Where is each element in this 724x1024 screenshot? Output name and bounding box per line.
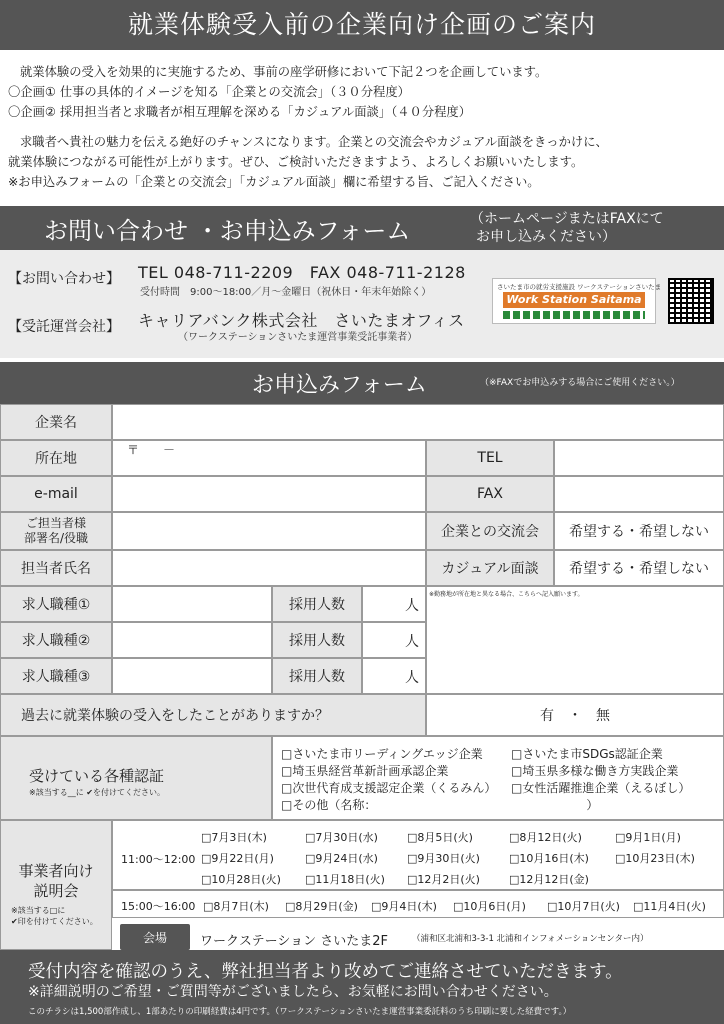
inquiry-label: 【お問い合わせ】 bbox=[8, 271, 120, 287]
operator-note: （ワークステーションさいたま運営事業受託事業者） bbox=[178, 332, 418, 343]
cert-options bbox=[272, 736, 724, 820]
date-checkbox[interactable]: □7月3日(木) bbox=[201, 831, 267, 844]
casual-choice[interactable]: 希望する・希望しない bbox=[554, 550, 724, 586]
operator-name: キャリアバンク株式会社 さいたまオフィス bbox=[138, 311, 465, 330]
footer-print-note: このチラシは1,500部作成し、1部あたりの印刷経費は4円です。（ワークステーションさいたま運営事業委託料のうち印刷に要した経費です。） bbox=[28, 1007, 572, 1017]
date-checkbox[interactable]: □8月7日(木) bbox=[203, 900, 269, 913]
date-checkbox[interactable]: □10月23日(木) bbox=[615, 852, 695, 865]
cert-checkbox[interactable]: □さいたま市SDGs認証企業 bbox=[511, 747, 663, 761]
cert-note: ※該当する__に ✔を付けてください。 bbox=[29, 788, 165, 797]
afternoon-sessions bbox=[112, 890, 724, 918]
briefing-title-line: 説明会 bbox=[33, 882, 79, 900]
email-label: e-mail bbox=[0, 476, 112, 512]
operator-label: 【受託運営会社】 bbox=[8, 319, 120, 335]
logo-caption: さいたま市の就労支援施設 ワークステーションさいたま bbox=[497, 283, 662, 291]
afternoon-time: 15:00～16:00 bbox=[121, 900, 196, 913]
form-header bbox=[0, 362, 724, 404]
date-checkbox[interactable]: □12月12日(金) bbox=[509, 873, 589, 886]
company-name-field[interactable] bbox=[112, 404, 724, 440]
date-checkbox[interactable]: □9月22日(月) bbox=[201, 852, 274, 865]
intro-paragraph-line: 就業体験につながる可能性が上がります。ぜひ、ご検討いただきますよう、よろしくお願いいたします。 bbox=[8, 155, 584, 169]
date-checkbox[interactable]: □7月30日(水) bbox=[305, 831, 378, 844]
intro-note: ※お申込みフォームの「企業との交流会」「カジュアル面談」欄に希望する旨、ご記入ください。 bbox=[8, 175, 540, 189]
cert-checkbox[interactable]: □埼玉県多様な働き方実践企業 bbox=[511, 764, 679, 778]
cert-checkbox[interactable]: □さいたま市リーディングエッジ企業 bbox=[281, 747, 483, 761]
hire-count-label: 採用人数 bbox=[272, 622, 362, 658]
venue-name: ワークステーション さいたま2F bbox=[200, 934, 388, 949]
person-label: 担当者氏名 bbox=[0, 550, 112, 586]
logo-stripe bbox=[503, 311, 645, 319]
logo-text: Work Station Saitama bbox=[503, 292, 645, 308]
hire-count-field[interactable] bbox=[362, 658, 426, 694]
past-answer[interactable]: 有 ・ 無 bbox=[426, 694, 724, 736]
company-name-label: 企業名 bbox=[0, 404, 112, 440]
contact-header bbox=[0, 206, 724, 250]
work-station-logo bbox=[492, 278, 662, 324]
date-checkbox[interactable]: □11月18日(火) bbox=[305, 873, 385, 886]
job-label: 求人職種② bbox=[0, 622, 112, 658]
job-field[interactable] bbox=[112, 622, 272, 658]
cert-label-cell bbox=[0, 736, 272, 820]
plan-2: 〇企画② 採用担当者と求職者が相互理解を深める「カジュアル面談」（４０分程度） bbox=[8, 105, 472, 119]
job-field[interactable] bbox=[112, 658, 272, 694]
venue-address: （浦和区北浦和3-3-1 北浦和インフォメーションセンター内） bbox=[412, 934, 649, 944]
dept-field[interactable] bbox=[112, 512, 426, 550]
work-location-field[interactable] bbox=[426, 586, 724, 694]
date-checkbox[interactable]: □8月12日(火) bbox=[509, 831, 582, 844]
date-checkbox[interactable]: □8月29日(金) bbox=[285, 900, 358, 913]
past-question: 過去に就業体験の受入をしたことがありますか？ bbox=[0, 694, 426, 736]
cert-title: 受けている各種認証 bbox=[29, 767, 165, 785]
intro-paragraph-line: 求職者へ貴社の魅力を伝える絶好のチャンスになります。企業との交流会やカジュアル面談をきっかけに、 bbox=[20, 135, 608, 149]
date-checkbox[interactable]: □10月6日(月) bbox=[453, 900, 526, 913]
hire-count-unit: 人 bbox=[405, 598, 419, 614]
footer-note: ※詳細説明のご希望・ご質問等がございましたら、お気軽にお問い合わせください。 bbox=[28, 984, 558, 1000]
cert-checkbox[interactable]: □埼玉県経営革新計画承認企業 bbox=[281, 764, 449, 778]
date-checkbox[interactable]: □10月28日(火) bbox=[201, 873, 281, 886]
date-checkbox[interactable]: □9月4日(木) bbox=[371, 900, 437, 913]
briefing-title-line: 事業者向け bbox=[18, 862, 94, 880]
morning-sessions bbox=[112, 820, 724, 890]
qr-code-icon[interactable] bbox=[668, 278, 714, 324]
fax-field[interactable] bbox=[554, 476, 724, 512]
footer bbox=[0, 950, 724, 1024]
cert-checkbox[interactable]: □次世代育成支援認定企業（くるみん） bbox=[281, 781, 497, 795]
contact-title: お問い合わせ ・お申込みフォーム bbox=[44, 217, 411, 245]
tel-field[interactable] bbox=[554, 440, 724, 476]
job-label: 求人職種① bbox=[0, 586, 112, 622]
dept-label-line: 部署名/役職 bbox=[23, 531, 89, 545]
plan-1: 〇企画① 仕事の具体的イメージを知る「企業との交流会」（３０分程度） bbox=[8, 85, 410, 99]
email-field[interactable] bbox=[112, 476, 426, 512]
tel-label: TEL bbox=[426, 440, 554, 476]
form-note: （※FAXでお申込みする場合にご使用ください。） bbox=[480, 378, 680, 388]
form-title: お申込みフォーム bbox=[252, 373, 427, 398]
exchange-label: 企業との交流会 bbox=[426, 512, 554, 550]
briefing-note bbox=[11, 905, 98, 927]
date-checkbox[interactable]: □11月4日(火) bbox=[633, 900, 706, 913]
exchange-choice[interactable]: 希望する・希望しない bbox=[554, 512, 724, 550]
hire-count-label: 採用人数 bbox=[272, 658, 362, 694]
tel-fax: TEL 048-711-2209 FAX 048-711-2128 bbox=[138, 263, 466, 282]
date-checkbox[interactable]: □9月24日(水) bbox=[305, 852, 378, 865]
footer-message: 受付内容を確認のうえ、弊社担当者より改めてご連絡させていただきます。 bbox=[28, 962, 623, 982]
intro-section bbox=[8, 62, 716, 192]
address-field[interactable] bbox=[112, 440, 426, 476]
person-field[interactable] bbox=[112, 550, 426, 586]
briefing-note-line: ✔印を付けてください。 bbox=[11, 917, 98, 926]
date-checkbox[interactable]: □10月7日(火) bbox=[547, 900, 620, 913]
venue-label: 会場 bbox=[120, 924, 190, 950]
briefing-title bbox=[13, 861, 99, 901]
cert-checkbox[interactable]: □その他（名称： ） bbox=[281, 798, 599, 812]
job-label: 求人職種③ bbox=[0, 658, 112, 694]
morning-time: 11:00～12:00 bbox=[121, 853, 196, 866]
casual-label: カジュアル面談 bbox=[426, 550, 554, 586]
postal-mark: 〒 － bbox=[127, 443, 176, 457]
hire-count-unit: 人 bbox=[405, 670, 419, 686]
date-checkbox[interactable]: □9月1日(月) bbox=[615, 831, 681, 844]
address-label: 所在地 bbox=[0, 440, 112, 476]
date-checkbox[interactable]: □8月5日(火) bbox=[407, 831, 473, 844]
hire-count-label: 採用人数 bbox=[272, 586, 362, 622]
date-checkbox[interactable]: □9月30日(火) bbox=[407, 852, 480, 865]
dept-label bbox=[0, 512, 112, 550]
business-hours: 受付時間 9:00～18:00／月～金曜日（祝休日・年末年始除く） bbox=[140, 287, 432, 298]
briefing-label-cell bbox=[0, 820, 112, 950]
work-location-note: ※勤務地が所在地と異なる場合、こちらへ記入願います。 bbox=[429, 591, 584, 598]
briefing-note-line: ※該当する□に bbox=[11, 906, 66, 915]
date-checkbox[interactable]: □10月16日(木) bbox=[509, 852, 589, 865]
contact-note-line: お申し込みください） bbox=[476, 229, 616, 245]
cert-checkbox[interactable]: □女性活躍推進企業（えるぼし） bbox=[511, 781, 691, 795]
date-checkbox[interactable]: □12月2日(火) bbox=[407, 873, 480, 886]
fax-label: FAX bbox=[426, 476, 554, 512]
hire-count-unit: 人 bbox=[405, 634, 419, 650]
job-field[interactable] bbox=[112, 586, 272, 622]
hire-count-field[interactable] bbox=[362, 586, 426, 622]
dept-label-line: ご担当者様 bbox=[25, 516, 86, 530]
page-title: 就業体験受入前の企業向け企画のご案内 bbox=[0, 0, 724, 50]
contact-info bbox=[0, 250, 724, 358]
intro-line: 就業体験の受入を効果的に実施するため、事前の座学研修において下記２つを企画しています。 bbox=[20, 65, 548, 79]
contact-note bbox=[470, 210, 664, 246]
contact-note-line: （ホームページまたはFAXにて bbox=[470, 211, 664, 227]
hire-count-field[interactable] bbox=[362, 622, 426, 658]
